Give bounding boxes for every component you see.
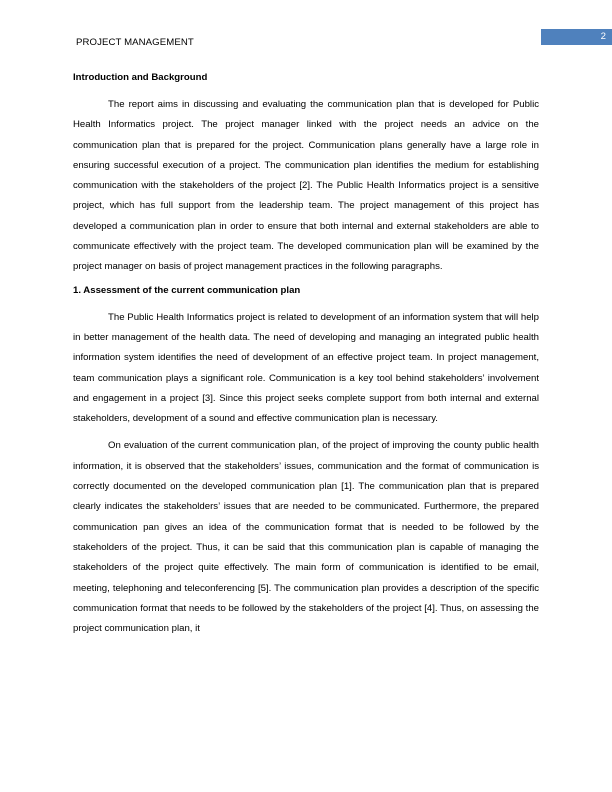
running-header-title: PROJECT MANAGEMENT <box>76 37 194 48</box>
section-heading-introduction: Introduction and Background <box>73 72 208 83</box>
paragraph-introduction: The report aims in discussing and evaluating the communication plan that is developed for Public Health Informatics project. The project manager linked with the project needs an advice on the communication plan that is prepared for the project. Communication plans generally have a large role in ensuring successful execution of a project. The communication plan identifies the medium for establishing communication with the stakeholders of the project [2]. The Public Health Informatics project is a sensitive project, which has full support from the leadership team. The project management of this project has developed a communication plan in order to ensure that both internal and external stakeholders are able to communicate effectively with the project team. The developed communication plan will be examined by the project manager on basis of project management practices in the following paragraphs. <box>73 99 539 273</box>
document-body <box>73 72 539 646</box>
paragraph-assessment-2: On evaluation of the current communication plan, of the project of improving the county public health information, it is observed that the stakeholders’ issues, communication and the format of communication is correctly documented on the developed communication plan [1]. The communication plan that is prepared clearly indicates the stakeholders’ issues that are needed to be communicated. Furthermore, the prepared communication pan gives an idea of the communication format that is needed to be followed by the stakeholders of the project. Thus, it can be said that this communication plan is capable of managing the stakeholders of the project quite effectively. The main form of communication is identified to be email, meeting, telephoning and teleconferencing [5]. The communication plan provides a description of the specific communication format that needs to be followed by the stakeholders of the project [4]. Thus, on assessing the project communication plan, it <box>73 440 539 635</box>
page-number-badge <box>541 29 612 45</box>
section-heading-assessment: 1. Assessment of the current communication plan <box>73 284 301 296</box>
page-number: 2 <box>600 31 606 42</box>
paragraph-assessment-1: The Public Health Informatics project is related to development of an information system that will help in better management of the health data. The need of developing and managing an integrated public health information system identifies the need of development of an effective project team. In project management, team communication plays a significant role. Communication is a key tool behind stakeholders’ involvement and engagement in a project [3]. Since this project seeks complete support from both internal and external stakeholders, development of a sound and effective communication plan is necessary. <box>73 311 539 425</box>
